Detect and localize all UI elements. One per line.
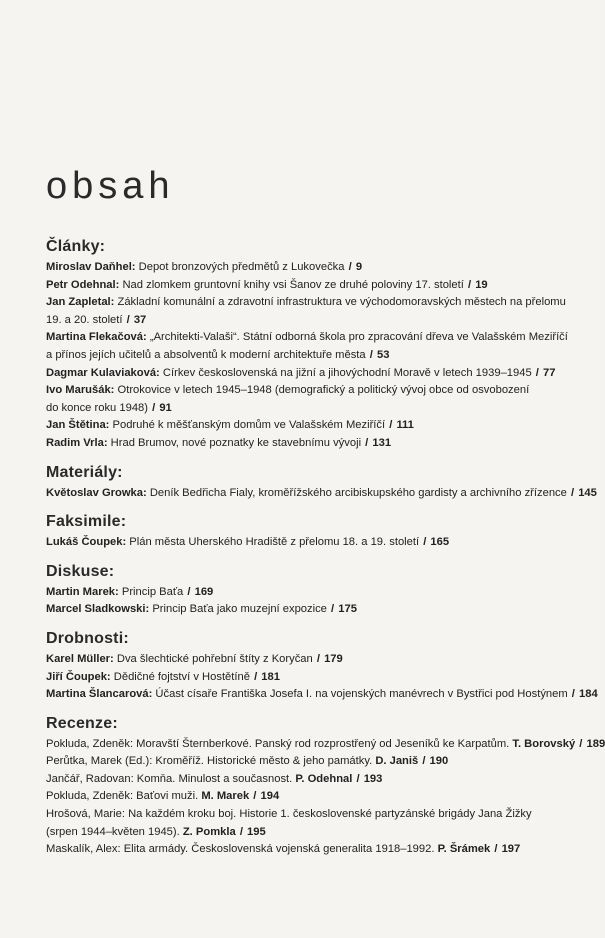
toc-entry: Květoslav Growka: Deník Bedřicha Fialy, kroměřížského arcibiskupského gardisty a archivního zřízence / 145	[46, 486, 597, 499]
entry-text: Nad zlomkem gruntovní knihy vsi Šanov ze druhé poloviny 17. století	[119, 278, 467, 291]
toc-entry: Pokluda, Zdeněk: Moravští Šternberkové. Panský rod rozprostřený od Jeseníků ke Karpatům. T. Borovský / 189	[46, 737, 605, 750]
section-diskuse	[46, 563, 576, 619]
entry-text: Pokluda, Zdeněk: Baťovi muži.	[46, 790, 202, 803]
toc-entry: Karel Müller: Dva šlechtické pohřební štíty z Koryčan / 179	[46, 652, 343, 665]
table-of-contents	[46, 238, 605, 870]
toc-entry: Maskalík, Alex: Elita armády. Československá vojenská generalita 1918–1992. P. Šrámek / 197	[46, 843, 521, 856]
toc-entry: Martina Šlancarová: Účast císaře Františka Josefa I. na vojenských manévrech v Bystřici pod Hostýnem / 184	[46, 688, 598, 701]
entry-reviewer: Z. Pomkla	[182, 825, 236, 838]
entry-author: Jan Zapletal:	[46, 296, 115, 309]
entry-page: 189	[586, 737, 605, 750]
entry-text: „Architekti-Valaši“. Státní odborná škola pro zpracování dřeva ve Valašském Meziříčí	[146, 331, 568, 344]
entry-text: Pokluda, Zdeněk: Moravští Šternberkové. Panský rod rozprostřený od Jeseníků ke Karpatům.	[46, 737, 513, 750]
entry-text: Princip Baťa jako muzejní expozice	[149, 603, 331, 616]
section-faksimile	[46, 513, 576, 552]
entry-page: 131	[372, 436, 392, 449]
toc-entry: Hrošová, Marie: Na každém kroku boj. Historie 1. československé partyzánské brigády Jana Žižky (srpen 1944–květen 1945). Z. Pomkla / 195	[46, 808, 532, 838]
entry-page: 77	[543, 366, 556, 379]
entry-page: 179	[324, 652, 343, 665]
section-title: Drobnosti:	[46, 629, 129, 647]
entry-page: 111	[396, 419, 414, 432]
entry-text: Maskalík, Alex: Elita armády. Československá vojenská generalita 1918–1992.	[46, 843, 438, 856]
toc-entry: Jančář, Radovan: Komňa. Minulost a současnost. P. Odehnal / 193	[46, 772, 383, 785]
entry-reviewer: D. Janiš	[375, 755, 419, 768]
entry-continuation: a přínos jejích učitelů a absolventů k moderní architektuře města	[46, 348, 369, 361]
entry-text: Účast císaře Františka Josefa I. na vojenských manévrech v Bystřici pod Hostýnem	[152, 688, 571, 701]
toc-entry: Pokluda, Zdeněk: Baťovi muži. M. Marek / 194	[46, 790, 280, 803]
toc-entry: Martina Flekačová: „Architekti-Valaši“. Státní odborná škola pro zpracování dřeva ve Valašském Meziříčí a přínos jejích učitelů a absolventů k moderní architektuře města / 53	[46, 331, 568, 361]
entry-page: 195	[247, 825, 266, 838]
page-title: obsah	[46, 165, 175, 207]
toc-entry: Jan Štětina: Podruhé k měšťanským domům ve Valašském Meziříčí / 111	[46, 419, 414, 432]
entry-text: Církev československá na jižní a jihovýchodní Moravě v letech 1939–1945	[159, 366, 535, 379]
entry-author: Květoslav Growka:	[46, 486, 147, 499]
section-recenze	[46, 714, 605, 859]
entry-text: Dva šlechtické pohřební štíty z Koryčan	[113, 652, 316, 665]
toc-entry: Jiří Čoupek: Dědičné fojtství v Hostětíně / 181	[46, 670, 280, 683]
toc-entry: Martin Marek: Princip Baťa / 169	[46, 585, 214, 598]
entry-author: Karel Müller:	[46, 652, 114, 665]
section-clanky	[46, 238, 576, 453]
section-drobnosti	[46, 629, 598, 704]
entry-text: Dědičné fojtství v Hostětíně	[110, 670, 254, 683]
entry-continuation: do konce roku 1948)	[46, 401, 152, 414]
entry-text: Plán města Uherského Hradiště z přelomu 18. a 19. století	[126, 536, 423, 549]
entry-text: Princip Baťa	[118, 585, 187, 598]
entry-page: 37	[133, 313, 147, 326]
entry-page: 197	[501, 843, 521, 856]
entry-text: Deník Bedřicha Fialy, kroměřížského arcibiskupského gardisty a archivního zřízence	[146, 486, 570, 499]
entry-author: Radim Vrla:	[46, 436, 108, 449]
toc-entry: Perůtka, Marek (Ed.): Kroměříž. Historické město & jeho památky. D. Janiš / 190	[46, 755, 449, 768]
entry-continuation: (srpen 1944–květen 1945).	[46, 825, 183, 838]
entry-page: 91	[159, 401, 172, 414]
entry-page: 169	[194, 585, 214, 598]
entry-reviewer: T. Borovský	[512, 737, 576, 750]
entry-author: Jan Štětina:	[46, 419, 110, 432]
entry-page: 181	[261, 670, 280, 683]
entry-page: 184	[579, 688, 598, 701]
entry-reviewer: P. Šrámek	[437, 843, 491, 856]
section-materialy	[46, 463, 597, 503]
entry-author: Ivo Marušák:	[46, 384, 115, 397]
entry-author: Martina Šlancarová:	[46, 688, 153, 701]
entry-author: Dagmar Kulaviaková:	[46, 366, 160, 379]
entry-page: 9	[355, 261, 363, 273]
entry-author: Martin Marek:	[46, 585, 119, 598]
entry-page: 190	[429, 755, 449, 768]
entry-text: Podruhé k měšťanským domům ve Valašském Meziříčí	[109, 419, 389, 432]
entry-text: Hrošová, Marie: Na každém kroku boj. Historie 1. československé partyzánské brigády Jana Žižky	[46, 808, 532, 821]
entry-author: Marcel Sladkowski:	[46, 603, 150, 616]
entry-page: 175	[338, 603, 357, 616]
entry-text: Hrad Brumov, nové poznatky ke stavebnímu vývoji	[107, 436, 365, 449]
entry-text: Jančář, Radovan: Komňa. Minulost a současnost.	[46, 772, 296, 785]
entry-text: Perůtka, Marek (Ed.): Kroměříž. Historické město & jeho památky.	[46, 755, 376, 768]
toc-entry: Petr Odehnal: Nad zlomkem gruntovní knihy vsi Šanov ze druhé poloviny 17. století / 19	[46, 278, 488, 291]
toc-entry: Lukáš Čoupek: Plán města Uherského Hradiště z přelomu 18. a 19. století / 165	[46, 536, 450, 549]
toc-entry: Jan Zapletal: Základní komunální a zdravotní infrastruktura ve východomoravských městech na přelomu 19. a 20. století / 37	[46, 296, 566, 326]
entry-author: Lukáš Čoupek:	[46, 536, 127, 549]
toc-entry: Dagmar Kulaviaková: Církev československá na jižní a jihovýchodní Moravě v letech 1939–1945 / 77	[46, 366, 556, 379]
section-title: Faksimile:	[46, 513, 127, 531]
toc-entry: Radim Vrla: Hrad Brumov, nové poznatky ke stavebnímu vývoji / 131	[46, 436, 392, 449]
section-title: Články:	[46, 238, 106, 255]
entry-page: 194	[260, 790, 280, 803]
toc-entry: Ivo Marušák: Otrokovice v letech 1945–1948 (demografický a politický vývoj obce od osvobození do konce roku 1948) / 91	[46, 384, 530, 414]
entry-page: 193	[363, 772, 383, 785]
entry-author: Petr Odehnal:	[46, 278, 120, 291]
toc-entry: Marcel Sladkowski: Princip Baťa jako muzejní expozice / 175	[46, 603, 357, 616]
entry-author: Martina Flekačová:	[46, 331, 147, 344]
entry-reviewer: P. Odehnal	[295, 772, 353, 785]
entry-text: Depot bronzových předmětů z Lukovečka	[135, 261, 348, 273]
entry-reviewer: M. Marek	[201, 790, 250, 803]
entry-page: 19	[475, 278, 488, 291]
toc-entry: Miroslav Daňhel: Depot bronzových předmětů z Lukovečka / 9	[46, 261, 363, 273]
entry-page: 165	[430, 536, 450, 549]
entry-text: Základní komunální a zdravotní infrastruktura ve východomoravských městech na přelomu	[114, 296, 566, 309]
entry-author: Jiří Čoupek:	[46, 670, 111, 683]
section-title: Diskuse:	[46, 562, 115, 580]
entry-text: Otrokovice v letech 1945–1948 (demografický a politický vývoj obce od osvobození	[114, 384, 530, 397]
entry-page: 53	[376, 348, 390, 361]
entry-page: 145	[578, 486, 597, 499]
section-title: Recenze:	[46, 714, 118, 732]
entry-continuation: 19. a 20. století	[46, 313, 126, 326]
entry-author: Miroslav Daňhel:	[46, 261, 136, 273]
section-title: Materiály:	[46, 463, 123, 481]
